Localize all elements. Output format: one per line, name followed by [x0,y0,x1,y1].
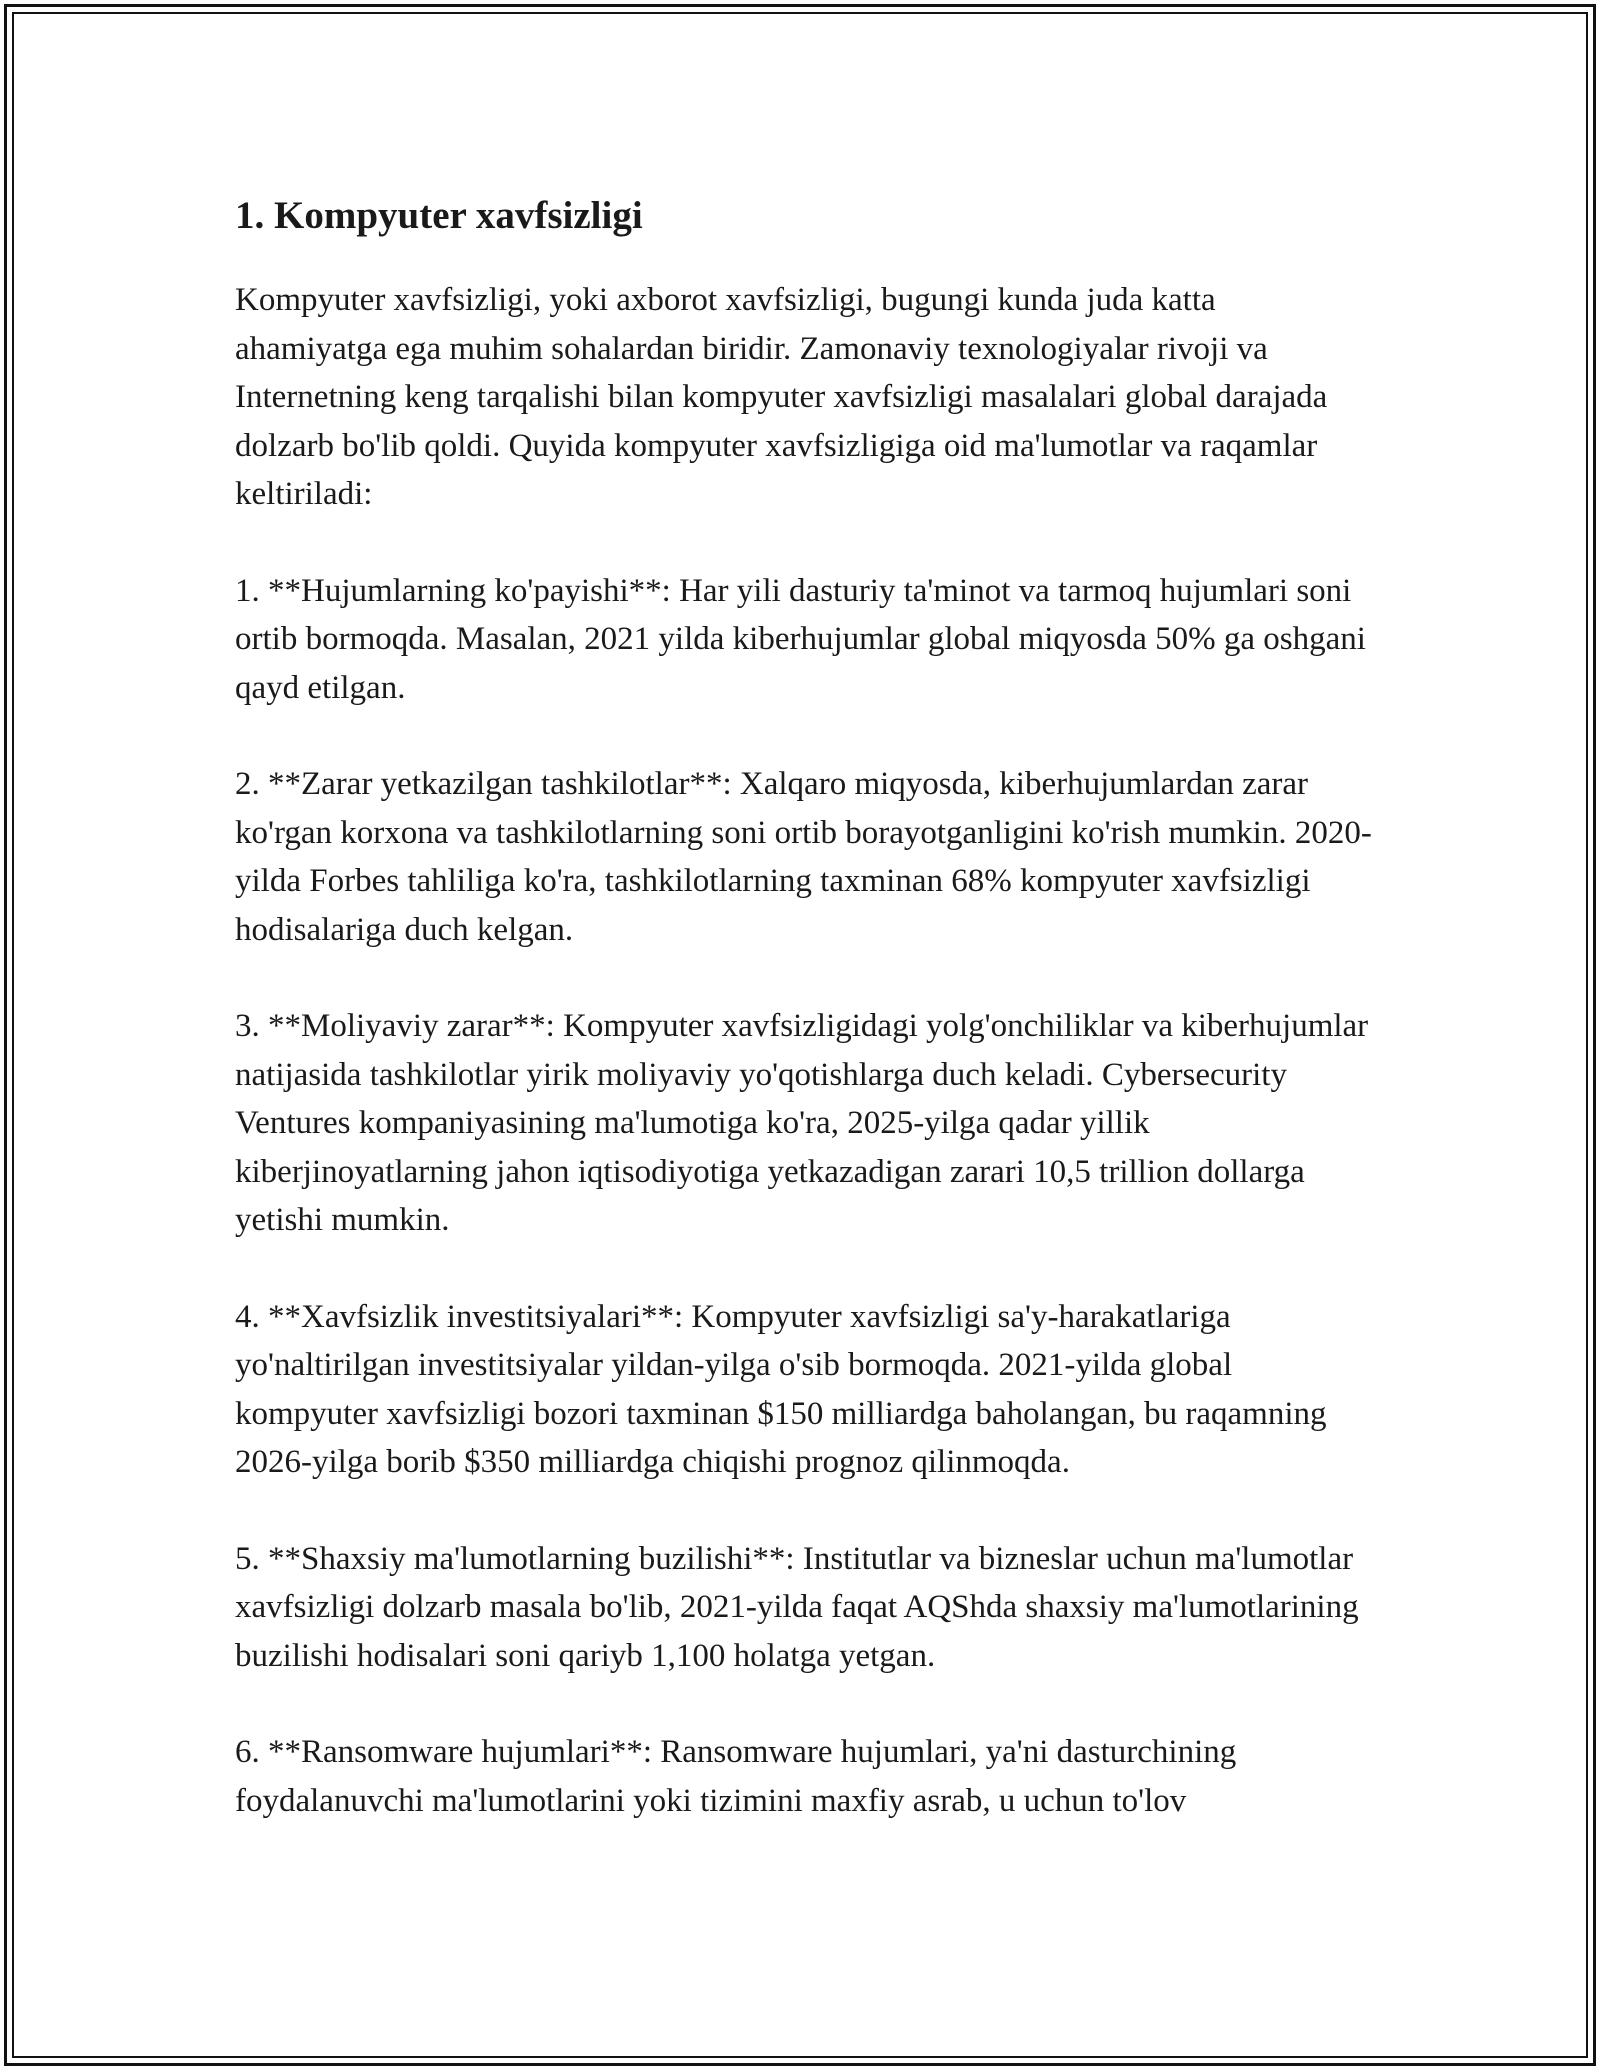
intro-paragraph: Kompyuter xavfsizligi, yoki axborot xavfsizligi, bugungi kunda juda katta ahamiyatga ega muhim sohalardan biridir. Zamonaviy texnologiyalar rivoji va Internetning keng tarqalishi bilan kompyuter xavfsizligi masalalari global darajada dolzarb bo'lib qoldi. Quyida kompyuter xavfsizligiga oid ma'lumotlar va raqamlar keltiriladi: [235,282,1328,512]
list-item-ransomware: 6. **Ransomware hujumlari**: Ransomware hujumlari, ya'ni dasturchining foydalanuvchi ma'lumotlarini yoki tizimini maxfiy asrab, u uchun to'lov [235,1734,1237,1819]
list-item-financial-damage: 3. **Moliyaviy zarar**: Kompyuter xavfsizligidagi yolg'onchiliklar va kiberhujumlar natijasida tashkilotlar yirik moliyaviy yo'qotishlarga duch keladi. Cybersecurity Ventures kompaniyasining ma'lumotiga ko'ra, 2025-yilga qadar yillik kiberjinoyatlarning jahon iqtisodiyotiga yetkazadigan zarari 10,5 trillion dollarga yetishi mumkin. [235,1008,1369,1238]
document-body [235,188,1375,1825]
list-item-attacks-growth: 1. **Hujumlarning ko'payishi**: Har yili dasturiy ta'minot va tarmoq hujumlari soni ortib bormoqda. Masalan, 2021 yilda kiberhujumlar global miqyosda 50% ga oshgani qayd etilgan. [235,572,1366,706]
list-item-data-breaches: 5. **Shaxsiy ma'lumotlarning buzilishi**: Institutlar va bizneslar uchun ma'lumotlar xavfsizligi dolzarb masala bo'lib, 2021-yilda faqat AQShda shaxsiy ma'lumotlarining buzilishi hodisalari soni qariyb 1,100 holatga yetgan. [235,1540,1359,1674]
list-item-security-investments: 4. **Xavfsizlik investitsiyalari**: Kompyuter xavfsizligi sa'y-harakatlariga yo'naltirilgan investitsiyalar yildan-yilga o'sib bormoqda. 2021-yilda global kompyuter xavfsizligi bozori taxminan $150 milliardga baholangan, bu raqamning 2026-yilga borib $350 milliardga chiqishi prognoz qilinmoqda. [235,1298,1327,1480]
list-item-affected-organizations: 2. **Zarar yetkazilgan tashkilotlar**: Xalqaro miqyosda, kiberhujumlardan zarar ko'rgan korxona va tashkilotlarning soni ortib borayotganligini ko'rish mumkin. 2020-yilda Forbes tahliliga ko'ra, tashkilotlarning taxminan 68% kompyuter xavfsizligi hodisalariga duch kelgan. [235,766,1372,948]
section-heading: 1. Kompyuter xavfsizligi [235,194,643,237]
